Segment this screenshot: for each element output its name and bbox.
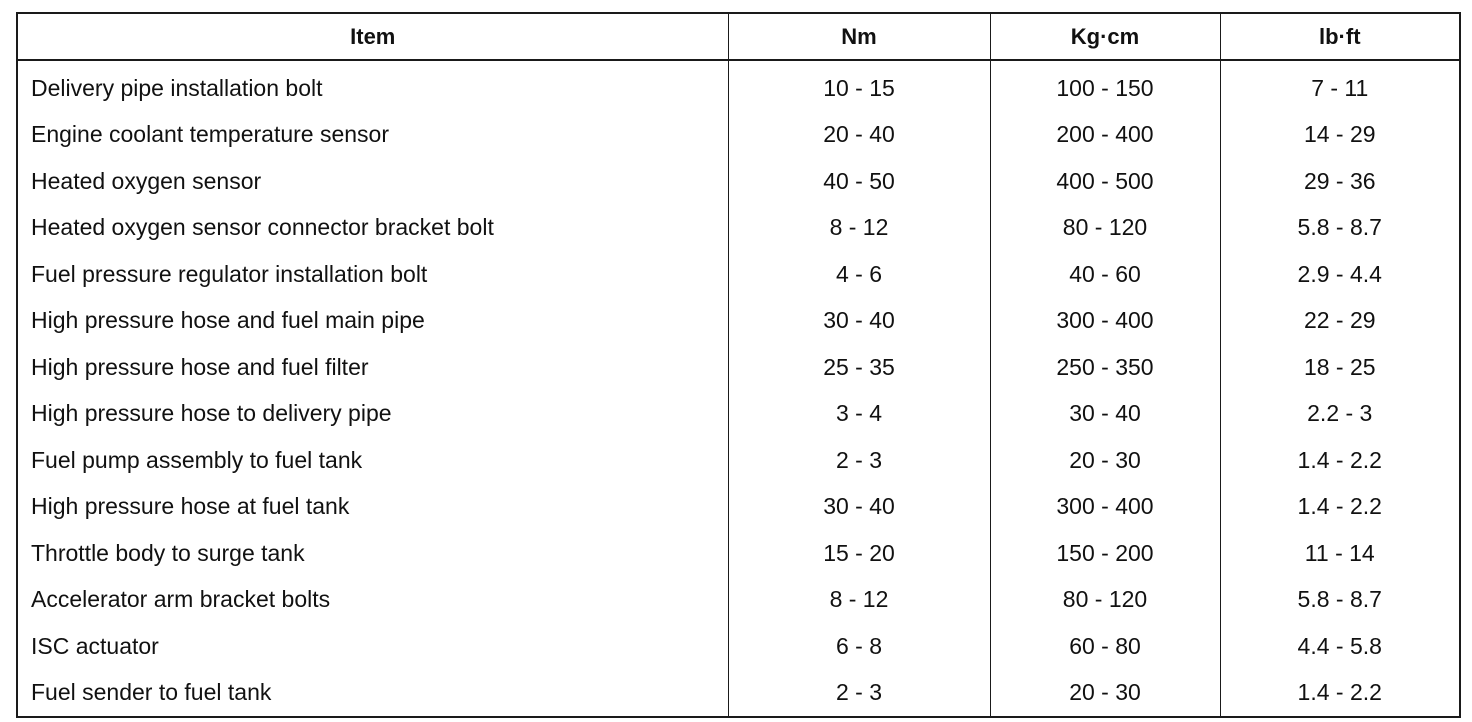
cell-item: High pressure hose at fuel tank — [17, 484, 728, 531]
cell-nm: 25 - 35 — [728, 344, 990, 391]
cell-lbft: 2.2 - 3 — [1220, 391, 1460, 438]
table-row — [17, 158, 1460, 205]
cell-item: Heated oxygen sensor — [17, 158, 728, 205]
table-row — [17, 577, 1460, 624]
cell-kgcm: 100 - 150 — [990, 60, 1220, 112]
cell-nm: 20 - 40 — [728, 112, 990, 159]
cell-item: High pressure hose and fuel filter — [17, 344, 728, 391]
cell-kgcm: 60 - 80 — [990, 623, 1220, 670]
table-row — [17, 391, 1460, 438]
cell-kgcm: 150 - 200 — [990, 530, 1220, 577]
cell-nm: 30 - 40 — [728, 298, 990, 345]
cell-item: Accelerator arm bracket bolts — [17, 577, 728, 624]
cell-kgcm: 20 - 30 — [990, 437, 1220, 484]
cell-nm: 4 - 6 — [728, 251, 990, 298]
cell-nm: 40 - 50 — [728, 158, 990, 205]
cell-lbft: 2.9 - 4.4 — [1220, 251, 1460, 298]
cell-nm: 2 - 3 — [728, 670, 990, 718]
cell-item: Heated oxygen sensor connector bracket bolt — [17, 205, 728, 252]
table-row — [17, 437, 1460, 484]
cell-lbft: 29 - 36 — [1220, 158, 1460, 205]
cell-nm: 8 - 12 — [728, 205, 990, 252]
cell-lbft: 1.4 - 2.2 — [1220, 484, 1460, 531]
cell-nm: 2 - 3 — [728, 437, 990, 484]
cell-nm: 8 - 12 — [728, 577, 990, 624]
cell-lbft: 1.4 - 2.2 — [1220, 437, 1460, 484]
cell-lbft: 22 - 29 — [1220, 298, 1460, 345]
cell-lbft: 7 - 11 — [1220, 60, 1460, 112]
cell-lbft: 14 - 29 — [1220, 112, 1460, 159]
cell-item: High pressure hose and fuel main pipe — [17, 298, 728, 345]
cell-item: Engine coolant temperature sensor — [17, 112, 728, 159]
cell-kgcm: 300 - 400 — [990, 484, 1220, 531]
header-row — [17, 13, 1460, 60]
cell-item: Throttle body to surge tank — [17, 530, 728, 577]
cell-item: Fuel pump assembly to fuel tank — [17, 437, 728, 484]
cell-item: High pressure hose to delivery pipe — [17, 391, 728, 438]
table-row — [17, 530, 1460, 577]
cell-nm: 10 - 15 — [728, 60, 990, 112]
cell-lbft: 1.4 - 2.2 — [1220, 670, 1460, 718]
table-row — [17, 205, 1460, 252]
cell-item: ISC actuator — [17, 623, 728, 670]
table-row — [17, 344, 1460, 391]
cell-lbft: 4.4 - 5.8 — [1220, 623, 1460, 670]
cell-kgcm: 80 - 120 — [990, 205, 1220, 252]
table-row — [17, 298, 1460, 345]
cell-kgcm: 200 - 400 — [990, 112, 1220, 159]
cell-kgcm: 250 - 350 — [990, 344, 1220, 391]
cell-nm: 15 - 20 — [728, 530, 990, 577]
cell-item: Fuel sender to fuel tank — [17, 670, 728, 718]
cell-kgcm: 40 - 60 — [990, 251, 1220, 298]
cell-item: Fuel pressure regulator installation bolt — [17, 251, 728, 298]
column-header-nm: Nm — [728, 13, 990, 60]
cell-kgcm: 400 - 500 — [990, 158, 1220, 205]
cell-lbft: 18 - 25 — [1220, 344, 1460, 391]
cell-kgcm: 300 - 400 — [990, 298, 1220, 345]
table-row — [17, 484, 1460, 531]
table-header — [17, 13, 1460, 60]
cell-nm: 30 - 40 — [728, 484, 990, 531]
cell-lbft: 11 - 14 — [1220, 530, 1460, 577]
table-body — [17, 60, 1460, 717]
column-header-kgcm: Kg·cm — [990, 13, 1220, 60]
table-row — [17, 60, 1460, 112]
cell-nm: 3 - 4 — [728, 391, 990, 438]
torque-specifications-table — [16, 12, 1461, 718]
cell-nm: 6 - 8 — [728, 623, 990, 670]
cell-kgcm: 20 - 30 — [990, 670, 1220, 718]
cell-item: Delivery pipe installation bolt — [17, 60, 728, 112]
cell-lbft: 5.8 - 8.7 — [1220, 205, 1460, 252]
cell-kgcm: 80 - 120 — [990, 577, 1220, 624]
table-row — [17, 251, 1460, 298]
column-header-item: Item — [17, 13, 728, 60]
column-header-lbft: lb·ft — [1220, 13, 1460, 60]
table-row — [17, 623, 1460, 670]
cell-kgcm: 30 - 40 — [990, 391, 1220, 438]
table-row — [17, 112, 1460, 159]
cell-lbft: 5.8 - 8.7 — [1220, 577, 1460, 624]
table-row — [17, 670, 1460, 718]
